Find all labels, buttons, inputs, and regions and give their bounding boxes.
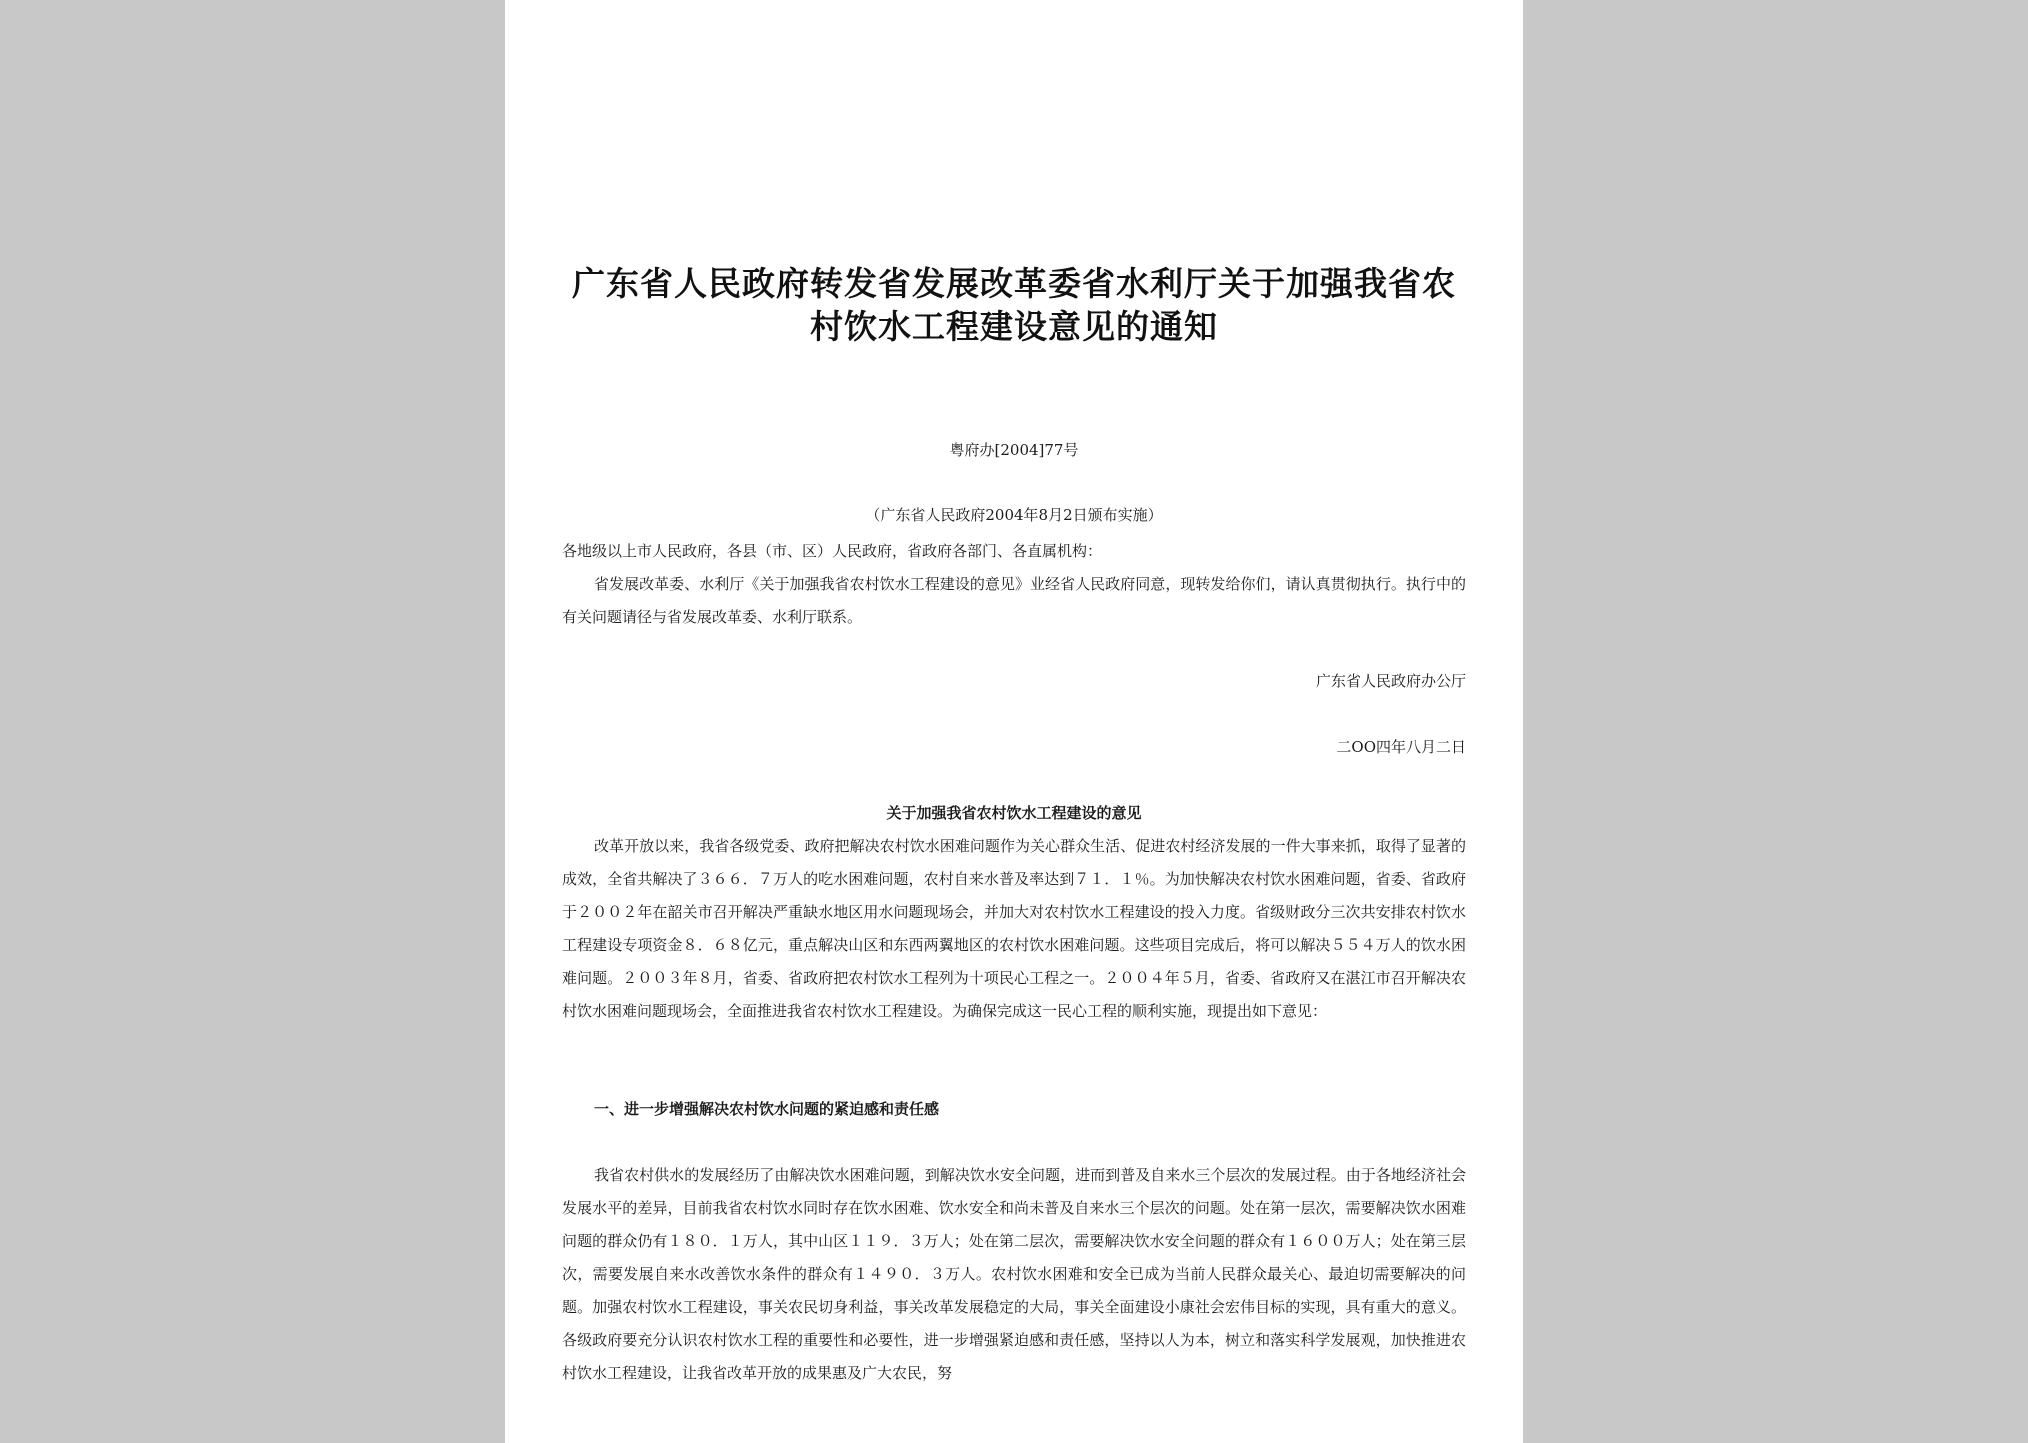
intro-paragraph: 改革开放以来，我省各级党委、政府把解决农村饮水困难问题作为关心群众生活、促进农村经济发展的一件大事来抓，取得了显著的成效，全省共解决了３６６．７万人的吃水困难问题，农村自来水普及率达到７１．１％。为加快解决农村饮水困难问题，省委、省政府于２００２年在韶关市召开解决严重缺水地区用水问题现场会，并加大对农村饮水工程建设的投入力度。省级财政分三次共安排农村饮水工程建设专项资金８．６８亿元，重点解决山区和东西两翼地区的农村饮水困难问题。这些项目完成后，将可以解决５５４万人的饮水困难问题。２００３年８月，省委、省政府把农村饮水工程列为十项民心工程之一。２００４年５月，省委、省政府又在湛江市召开解决农村饮水困难问题现场会，全面推进我省农村饮水工程建设。为确保完成这一民心工程的顺利实施，现提出如下意见：: [562, 837, 1466, 1020]
section-paragraph: 我省农村供水的发展经历了由解决饮水困难问题，到解决饮水安全问题，进而到普及自来水三个层次的发展过程。由于各地经济社会发展水平的差异，目前我省农村饮水同时存在饮水困难、饮水安全和尚未普及自来水三个层次的问题。处在第一层次，需要解决饮水困难问题的群众仍有１８０．１万人，其中山区１１９．３万人；处在第二层次，需要解决饮水安全问题的群众有１６００万人；处在第三层次，需要发展自来水改善饮水条件的群众有１４９０．３万人。农村饮水困难和安全已成为当前人民群众最关心、最迫切需要解决的问题。加强农村饮水工程建设，事关农民切身利益，事关改革发展稳定的大局，事关全面建设小康社会宏伟目标的实现，具有重大的意义。各级政府要充分认识农村饮水工程的重要性和必要性，进一步增强紧迫感和责任感，坚持以人为本，树立和落实科学发展观，加快推进农村饮水工程建设，让我省改革开放的成果惠及广大农民，努: [562, 1166, 1466, 1382]
document-page: [505, 0, 1523, 1443]
section-heading: 一、进一步增强解决农村饮水问题的紧迫感和责任感: [594, 1100, 940, 1118]
notice-paragraph: 省发展改革委、水利厅《关于加强我省农村饮水工程建设的意见》业经省人民政府同意，现转发给你们，请认真贯彻执行。执行中的有关问题请径与省发展改革委、水利厅联系。: [562, 575, 1466, 626]
signature-date: 二OO四年八月二日: [1336, 738, 1466, 756]
document-number: 粤府办[2004]77号: [949, 441, 1079, 459]
signature-organization: 广东省人民政府办公厅: [1315, 672, 1466, 690]
opinion-title: 关于加强我省农村饮水工程建设的意见: [886, 804, 1142, 822]
issued-note: （广东省人民政府2004年8月2日颁布实施）: [865, 506, 1163, 524]
addressee-line: 各地级以上市人民政府，各县（市、区）人民政府，省政府各部门、各直属机构：: [562, 542, 1103, 560]
document-title: 广东省人民政府转发省发展改革委省水利厅关于加强我省农村饮水工程建设意见的通知: [572, 264, 1456, 346]
